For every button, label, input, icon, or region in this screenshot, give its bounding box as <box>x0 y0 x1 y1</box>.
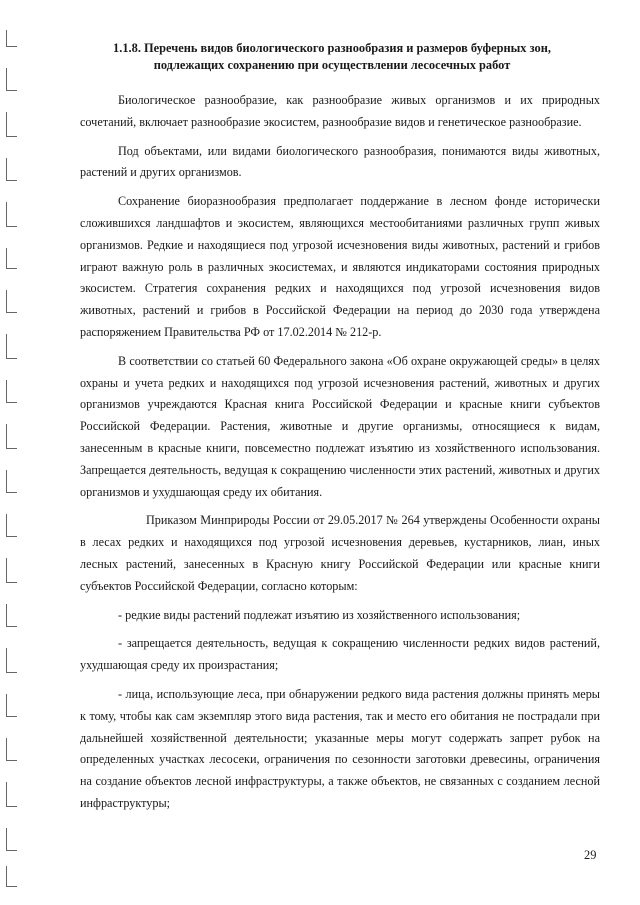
binding-mark <box>6 380 17 403</box>
binding-mark <box>6 290 17 313</box>
paragraph-ministry-order: Приказом Минприроды России от 29.05.2017 № 264 утверждены Особенности охраны в лесах редких и находящихся под угрозой исчезновения деревьев, кустарников, лиан, иных лесных растений, занесенных в Красную книгу Российской Федерации или красные книги субъектов Российской Федерации, согласно которым: <box>80 513 600 593</box>
binding-mark <box>6 604 17 627</box>
binding-mark <box>6 68 17 91</box>
binding-mark <box>6 30 17 47</box>
binding-mark <box>6 782 17 807</box>
list-item-rare-species-withdrawal: - редкие виды растений подлежат изъятию из хозяйственного использования; <box>118 607 521 622</box>
section-heading <box>80 40 584 74</box>
binding-mark <box>6 424 17 449</box>
binding-mark <box>6 248 17 269</box>
binding-margin-marks <box>6 30 20 890</box>
binding-mark <box>6 158 17 181</box>
binding-mark <box>6 866 17 887</box>
paragraph-biodiversity-conservation: Сохранение биоразнообразия предполагает поддержание в лесном фонде исторически сложившихся ландшафтов и экосистем, являющихся местообитаниями различных групп живых организмов. Редкие и находящиеся под угрозой исчезновения виды животных, растений и грибов играют важную роль в различных экосистемах, и являются индикаторами состояния природных экосистем. Стратегия сохранения редких и находящихся под угрозой исчезновения видов животных, растений и грибов в Российской Федерации на период до 2030 года утверждена распоряжением Правительства РФ от 17.02.2014 № 212-р. <box>80 194 600 339</box>
binding-mark <box>6 112 17 137</box>
body-text <box>80 90 600 815</box>
paragraph-biodiversity-definition: Биологическое разнообразие, как разнообразие живых организмов и их природных сочетаний, включает разнообразие экосистем, разнообразие видов и генетическое разнообразие. <box>80 93 600 129</box>
binding-mark <box>6 828 17 851</box>
paragraph-federal-law-article-60: В соответствии со статьей 60 Федерального закона «Об охране окружающей среды» в целях охраны и учета редких и находящихся под угрозой исчезновения растений, животных и других организмов учреждаются Красная книга Российской Федерации и красные книги субъектов Российской Федерации. Растения, животные и другие организмы, относящиеся к видам, занесенным в красные книги, повсеместно подлежат изъятию из хозяйственного использования. Запрещается деятельность, ведущая к сокращению численности этих растений, животных и других организмов и ухудшающая среду их обитания. <box>80 353 600 499</box>
page-number: 29 <box>584 848 597 862</box>
binding-mark <box>6 648 17 673</box>
section-heading-line-2: подлежащих сохранению при осуществлении лесосечных работ <box>153 58 511 72</box>
binding-mark <box>6 738 17 761</box>
section-heading-line-1: 1.1.8. Перечень видов биологического разнообразия и размеров буферных зон, <box>113 41 551 55</box>
binding-mark <box>6 514 17 537</box>
binding-mark <box>6 558 17 583</box>
paragraph-biodiversity-objects: Под объектами, или видами биологического разнообразия, понимаются виды животных, растений и других организмов. <box>80 143 600 180</box>
binding-mark <box>6 694 17 717</box>
binding-mark <box>6 334 17 359</box>
list-item-activity-prohibition: - запрещается деятельность, ведущая к сокращению численности редких видов растений, ухудшающая среду их произрастания; <box>80 636 600 673</box>
binding-mark <box>6 202 17 227</box>
binding-mark <box>6 470 17 493</box>
list-item-forest-users-measures: - лица, использующие леса, при обнаружении редкого вида растения должны принять меры к тому, чтобы как сам экземпляр этого вида растения, так и место его обитания не пострадали при дальнейшей хозяйственной деятельности; указанные меры могут содержать запрет рубок на определенных участках лесосеки, ограничения по сезонности заготовки древесины, ограничения на создание объектов лесной инфраструктуры, а также объектов, не связанных с созданием лесной инфраструктуры; <box>80 686 600 810</box>
